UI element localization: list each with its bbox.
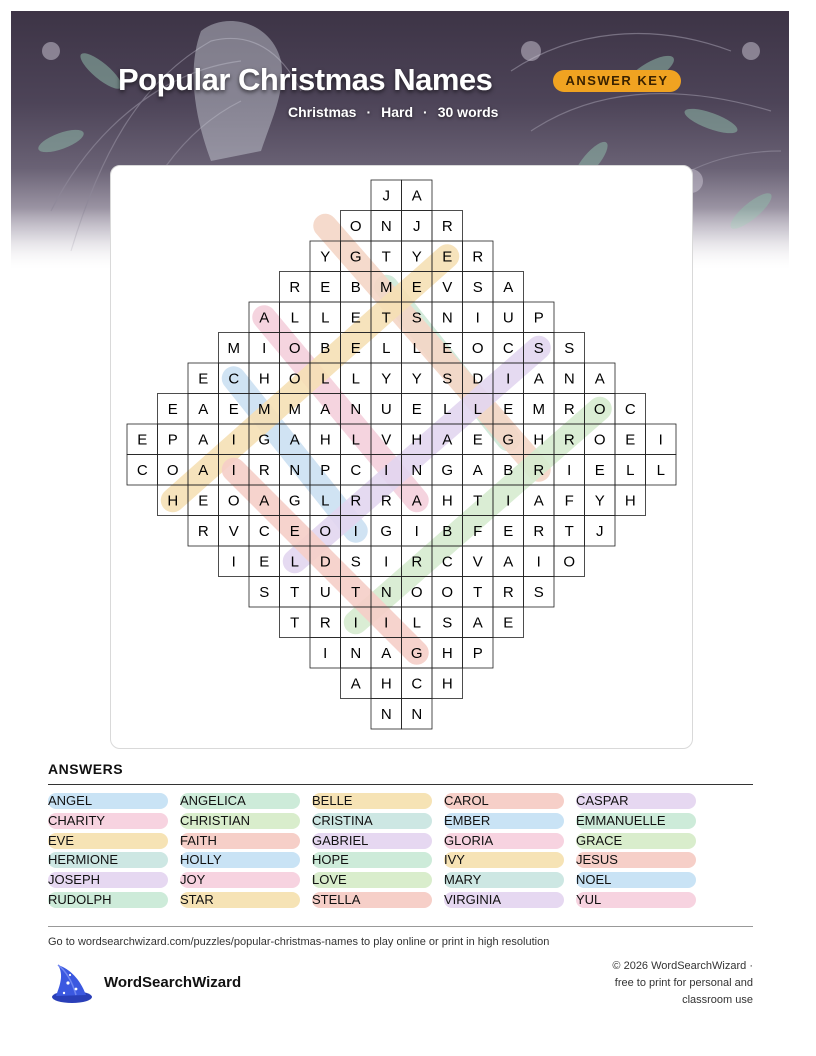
grid-letter: E [350, 309, 361, 327]
grid-letter: M [380, 278, 393, 296]
answer-word: GRACE [576, 833, 696, 849]
grid-letter: U [380, 400, 392, 418]
puzzle-meta: Christmas · Hard · 30 words [288, 104, 499, 120]
answer-word: ANGEL [48, 793, 168, 809]
grid-letter: R [563, 400, 575, 418]
copyright-line: classroom use [682, 994, 753, 1006]
grid-letter: A [442, 431, 453, 449]
grid-letter: C [502, 339, 514, 357]
answer-word: FAITH [180, 833, 300, 849]
grid-letter: C [258, 522, 270, 540]
grid-letter: J [382, 187, 390, 205]
grid-letter: S [259, 583, 270, 601]
grid-letter: D [319, 553, 331, 571]
answer-word: JESUS [576, 852, 696, 868]
grid-letter: E [198, 492, 209, 510]
grid-letter: I [536, 553, 541, 571]
grid-letter: I [353, 614, 358, 632]
grid-letter: A [289, 431, 300, 449]
grid-letter: E [320, 278, 331, 296]
grid-letter: T [290, 583, 300, 601]
puzzle-card [110, 165, 693, 749]
grid-letter: L [473, 400, 482, 418]
grid-letter: O [410, 583, 423, 601]
grid-letter: B [503, 461, 514, 479]
grid-letter: A [533, 370, 544, 388]
copyright-line: free to print for personal and [614, 977, 753, 989]
grid-letter: N [350, 400, 362, 418]
answer-word: RUDOLPH [48, 892, 168, 908]
divider [48, 926, 753, 927]
grid-letter: H [167, 492, 179, 510]
grid-letter: E [411, 278, 422, 296]
grid-letter: H [441, 675, 453, 693]
grid-letter: I [353, 522, 358, 540]
grid-letter: A [503, 553, 514, 571]
grid-letter: E [259, 553, 270, 571]
grid-letter: H [441, 644, 453, 662]
grid-letter: P [533, 309, 544, 327]
grid-letter: R [563, 431, 575, 449]
grid-letter: E [625, 431, 636, 449]
answer-word: GLORIA [444, 833, 564, 849]
answers-heading: ANSWERS [48, 761, 124, 777]
grid-letter: I [475, 309, 480, 327]
wizard-hat-icon [46, 963, 94, 1005]
grid-letter: G [349, 248, 362, 266]
grid-letter: A [411, 492, 422, 510]
grid-letter: A [320, 400, 331, 418]
answer-word: IVY [444, 852, 564, 868]
grid-letter: H [624, 492, 636, 510]
grid-letter: S [533, 583, 544, 601]
grid-letter: V [472, 553, 483, 571]
answer-word: MARY [444, 872, 564, 888]
answer-word: NOEL [576, 872, 696, 888]
grid-letter: O [593, 400, 606, 418]
grid-letter: I [384, 553, 389, 571]
grid-letter: R [319, 614, 331, 632]
grid-letter: N [441, 309, 453, 327]
grid-letter: A [411, 187, 422, 205]
grid-letter: L [412, 339, 421, 357]
grid-letter: R [502, 583, 514, 601]
answer-word: HOPE [312, 852, 432, 868]
grid-letter: G [410, 644, 423, 662]
grid-letter: O [166, 461, 179, 479]
grid-letter: L [290, 553, 299, 571]
grid-letter: O [593, 431, 606, 449]
grid-letter: E [198, 370, 209, 388]
grid-letter: E [503, 522, 514, 540]
grid-letter: A [259, 309, 270, 327]
grid-letter: N [380, 217, 392, 235]
grid-letter: U [319, 583, 331, 601]
grid-letter: O [227, 492, 240, 510]
difficulty-label: Hard [381, 104, 414, 120]
grid-letter: E [472, 431, 483, 449]
grid-letter: E [442, 248, 453, 266]
answer-word: CHRISTIAN [180, 813, 300, 829]
grid-letter: E [289, 522, 300, 540]
answer-word: YUL [576, 892, 696, 908]
grid-letter: G [380, 522, 393, 540]
grid-letter: A [198, 461, 209, 479]
grid-letter: O [471, 339, 484, 357]
grid-letter: I [506, 370, 511, 388]
grid-letter: J [596, 522, 604, 540]
grid-letter: R [380, 492, 392, 510]
grid-letter: L [321, 309, 330, 327]
grid-letter: R [533, 461, 545, 479]
grid-letter: O [288, 370, 301, 388]
grid-letter: R [533, 522, 545, 540]
grid-letter: R [472, 248, 484, 266]
answer-word: JOY [180, 872, 300, 888]
grid-letter: O [563, 553, 576, 571]
grid-letter: M [258, 400, 271, 418]
grid-letter: G [288, 492, 301, 510]
page-title: Popular Christmas Names [118, 62, 493, 97]
answer-word: VIRGINIA [444, 892, 564, 908]
grid-letter: S [411, 309, 422, 327]
grid-letter: F [564, 492, 574, 510]
grid-letter: R [197, 522, 209, 540]
grid-letter: G [258, 431, 271, 449]
grid-letter: T [564, 522, 574, 540]
answer-word: CASPAR [576, 793, 696, 809]
grid-letter: O [349, 217, 362, 235]
grid-letter: N [380, 583, 392, 601]
grid-letter: H [411, 431, 423, 449]
grid-letter: L [443, 400, 452, 418]
grid-letter: T [290, 614, 300, 632]
grid-letter: A [472, 614, 483, 632]
grid-letter: A [594, 370, 605, 388]
grid-letter: P [320, 461, 331, 479]
grid-letter: R [411, 553, 423, 571]
grid-letter: S [472, 278, 483, 296]
grid-letter: L [626, 461, 635, 479]
answer-word: HERMIONE [48, 852, 168, 868]
grid-letter: I [567, 461, 572, 479]
grid-letter: O [288, 339, 301, 357]
answer-word: GABRIEL [312, 833, 432, 849]
grid-letter: D [472, 370, 484, 388]
grid-letter: A [381, 644, 392, 662]
grid-letter: L [321, 370, 330, 388]
answer-key-badge: ANSWER KEY [553, 70, 681, 92]
grid-letter: S [442, 370, 453, 388]
answer-word: CRISTINA [312, 813, 432, 829]
answer-word: BELLE [312, 793, 432, 809]
grid-letter: C [228, 370, 240, 388]
grid-letter: N [411, 461, 423, 479]
answer-word: STAR [180, 892, 300, 908]
grid-letter: I [231, 431, 236, 449]
grid-letter: P [167, 431, 178, 449]
grid-letter: N [563, 370, 575, 388]
grid-letter: S [564, 339, 575, 357]
grid-letter: T [351, 583, 361, 601]
grid-letter: E [350, 339, 361, 357]
grid-letter: M [288, 400, 301, 418]
grid-letter: B [442, 522, 453, 540]
grid-letter: L [412, 614, 421, 632]
answer-word: CAROL [444, 793, 564, 809]
grid-letter: V [442, 278, 453, 296]
grid-letter: C [624, 400, 636, 418]
answer-word: EMBER [444, 813, 564, 829]
word-count-label: 30 words [437, 104, 499, 120]
grid-letter: L [290, 309, 299, 327]
grid-letter: V [381, 431, 392, 449]
grid-letter: Y [381, 370, 392, 388]
divider [48, 784, 753, 785]
grid-letter: T [381, 248, 391, 266]
grid-letter: A [533, 492, 544, 510]
grid-letter: S [533, 339, 544, 357]
grid-letter: T [381, 309, 391, 327]
grid-letter: B [350, 278, 361, 296]
grid-letter: T [473, 583, 483, 601]
grid-letter: I [231, 461, 236, 479]
grid-letter: R [258, 461, 270, 479]
grid-letter: A [259, 492, 270, 510]
grid-letter: F [473, 522, 483, 540]
grid-letter: E [411, 400, 422, 418]
answer-word: EVE [48, 833, 168, 849]
grid-letter: A [198, 400, 209, 418]
category-label: Christmas [288, 104, 357, 120]
copyright [553, 958, 753, 1009]
grid-letter: Y [411, 248, 422, 266]
copyright-line: © 2026 WordSearchWizard · [612, 960, 753, 972]
grid-letter: E [228, 400, 239, 418]
grid-letter: M [227, 339, 240, 357]
grid-letter: H [441, 492, 453, 510]
grid-letter: N [289, 461, 301, 479]
grid-letter: H [258, 370, 270, 388]
grid-letter: Y [594, 492, 605, 510]
grid-letter: C [411, 675, 423, 693]
grid-letter: C [350, 461, 362, 479]
grid-letter: C [136, 461, 148, 479]
grid-letter: E [594, 461, 605, 479]
grid-letter: N [380, 705, 392, 723]
answer-word: EMMANUELLE [576, 813, 696, 829]
grid-letter: R [350, 492, 362, 510]
grid-letter: U [502, 309, 514, 327]
answer-word: STELLA [312, 892, 432, 908]
grid-letter: V [228, 522, 239, 540]
grid-letter: C [441, 553, 453, 571]
grid-letter: A [198, 431, 209, 449]
grid-letter: I [323, 644, 328, 662]
grid-letter: P [472, 644, 483, 662]
grid-letter: M [532, 400, 545, 418]
answer-word: ANGELICA [180, 793, 300, 809]
grid-letter: S [350, 553, 361, 571]
grid-letter: L [382, 339, 391, 357]
grid-letter: R [441, 217, 453, 235]
grid-letter: A [503, 278, 514, 296]
answer-word: LOVE [312, 872, 432, 888]
grid-letter: I [262, 339, 267, 357]
grid-letter: E [503, 614, 514, 632]
grid-letter: E [167, 400, 178, 418]
grid-letter: I [414, 522, 419, 540]
grid-letter: A [350, 675, 361, 693]
grid-letter: L [321, 492, 330, 510]
grid-letter: Y [411, 370, 422, 388]
brand-name: WordSearchWizard [104, 974, 242, 991]
answer-word: CHARITY [48, 813, 168, 829]
grid-letter: L [351, 431, 360, 449]
grid-letter: L [351, 370, 360, 388]
word-search-grid [111, 166, 692, 748]
grid-letter: I [384, 614, 389, 632]
footer-url-text: Go to wordsearchwizard.com/puzzles/popular-christmas-names to play online or print in high resolution [48, 936, 550, 948]
grid-letter: H [319, 431, 331, 449]
grid-letter: G [502, 431, 515, 449]
grid-letter: S [442, 614, 453, 632]
grid-letter: I [506, 492, 511, 510]
grid-letter: B [320, 339, 331, 357]
grid-letter: O [319, 522, 332, 540]
grid-letter: A [472, 461, 483, 479]
grid-letter: N [350, 644, 362, 662]
grid-letter: G [441, 461, 454, 479]
grid-letter: N [411, 705, 423, 723]
grid-letter: I [231, 553, 236, 571]
grid-letter: T [473, 492, 483, 510]
grid-letter: H [380, 675, 392, 693]
grid-letter: I [658, 431, 663, 449]
grid-letter: E [137, 431, 148, 449]
grid-letter: Y [320, 248, 331, 266]
grid-letter: O [441, 583, 454, 601]
grid-letter: E [503, 400, 514, 418]
answer-word: JOSEPH [48, 872, 168, 888]
grid-letter: H [533, 431, 545, 449]
grid-letter: J [413, 217, 421, 235]
answer-word: HOLLY [180, 852, 300, 868]
grid-letter: I [384, 461, 389, 479]
grid-letter: E [442, 339, 453, 357]
grid-letter: L [656, 461, 665, 479]
grid-letter: R [289, 278, 301, 296]
